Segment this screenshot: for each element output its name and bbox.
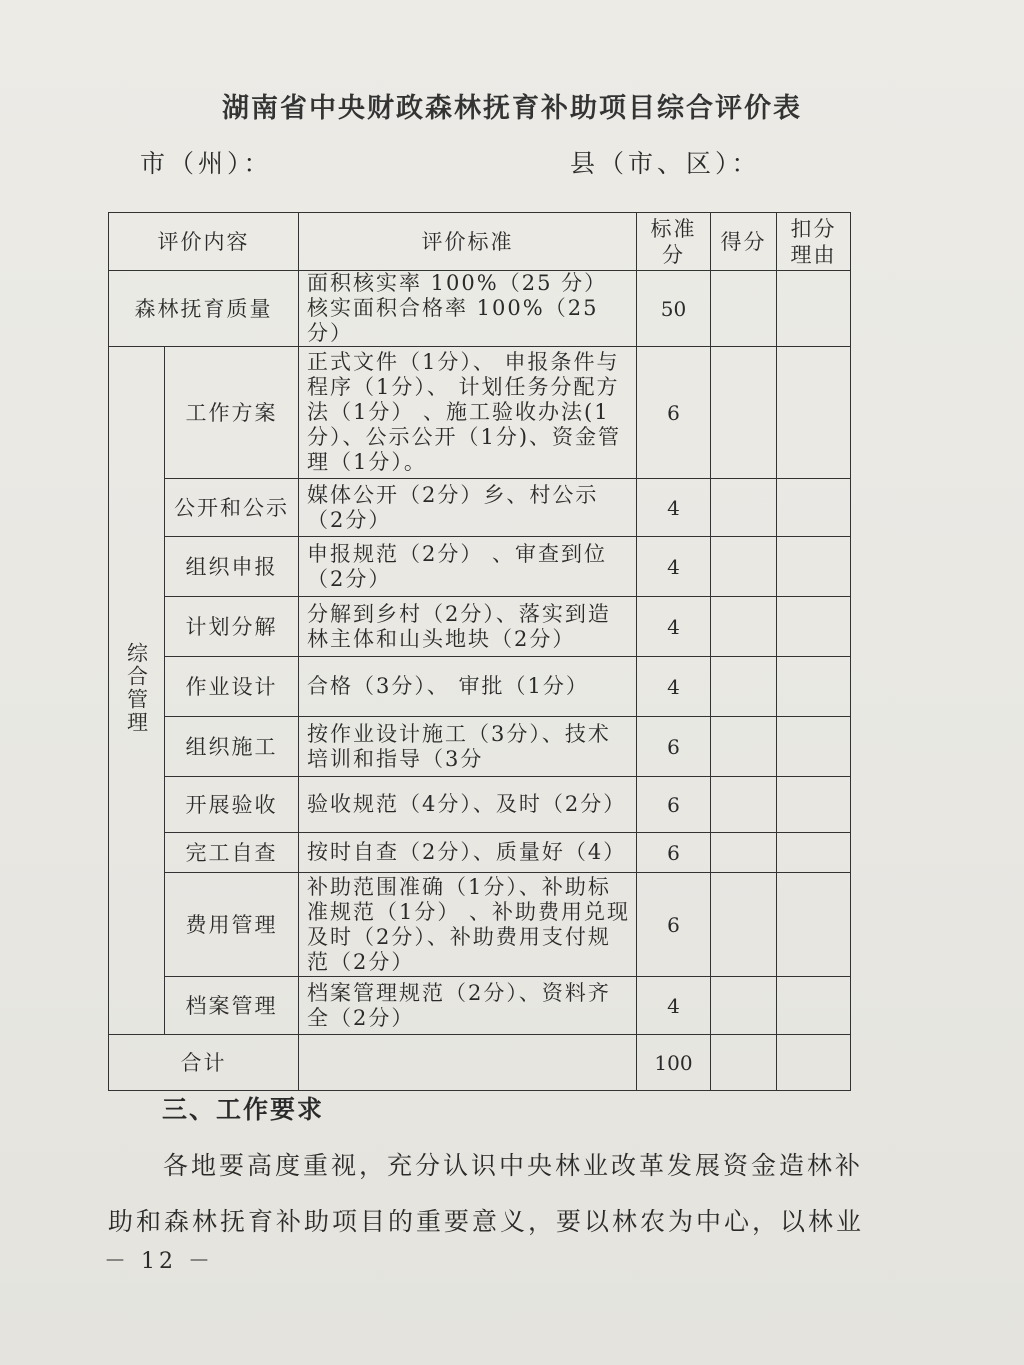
page-number: － 12 － (104, 1249, 214, 1274)
county-label: 县（市、区）： (570, 149, 761, 178)
row-standard: 验收规范（4分）、及时（2分） (299, 777, 637, 833)
row-deduct-cell (777, 657, 851, 717)
table-row (109, 873, 851, 977)
row-score: 4 (637, 537, 711, 597)
document-title: 湖南省中央财政森林抚育补助项目综合评价表 (222, 93, 802, 124)
row-deduct-cell (777, 873, 851, 977)
row-deduct-cell (777, 777, 851, 833)
row-standard: 分解到乡村（2分）、落实到造林主体和山头地块（2分） (299, 597, 637, 657)
row-got-cell (711, 597, 777, 657)
table-row (109, 537, 851, 597)
row-deduct-cell (777, 717, 851, 777)
row-item: 开展验收 (165, 777, 299, 833)
row-got-cell (711, 479, 777, 537)
quality-deduct-cell (777, 271, 851, 347)
row-score: 4 (637, 657, 711, 717)
table-header-row (109, 213, 851, 271)
row-score: 4 (637, 597, 711, 657)
row-got-cell (711, 657, 777, 717)
header-score-std: 标准分 (637, 213, 711, 271)
row-item: 组织申报 (165, 537, 299, 597)
row-item: 工作方案 (165, 347, 299, 479)
row-got-cell (711, 347, 777, 479)
header-standard: 评价标准 (299, 213, 637, 271)
table-row (109, 777, 851, 833)
table-row-total (109, 1035, 851, 1091)
row-got-cell (711, 873, 777, 977)
row-score: 6 (637, 777, 711, 833)
row-standard: 申报规范（2分） 、审查到位（2分） (299, 537, 637, 597)
row-score: 4 (637, 479, 711, 537)
row-got-cell (711, 777, 777, 833)
section-heading: 三、工作要求 (162, 1095, 325, 1124)
row-item: 组织施工 (165, 717, 299, 777)
quality-standard-line2: 核实面积合格率 100%（25 分） (307, 296, 599, 345)
city-label: 市（州）： (140, 149, 273, 178)
row-standard: 合格（3分）、 审批（1分） (299, 657, 637, 717)
header-score-got: 得分 (711, 213, 777, 271)
quality-label: 森林抚育质量 (109, 271, 299, 347)
row-item: 作业设计 (165, 657, 299, 717)
table-row (109, 479, 851, 537)
row-deduct-cell (777, 479, 851, 537)
row-standard: 媒体公开（2分）乡、村公示（2分） (299, 479, 637, 537)
row-score: 6 (637, 717, 711, 777)
table-row (109, 977, 851, 1035)
table-row (109, 597, 851, 657)
row-standard: 档案管理规范（2分）、资料齐全（2分） (299, 977, 637, 1035)
total-label: 合计 (109, 1035, 299, 1091)
group-label: 综合管理 (124, 641, 149, 734)
row-standard: 正式文件（1分）、 申报条件与程序（1分）、 计划任务分配方法（1分） 、施工验收办法(1分）、公示公开（1分)、资金管理（1分）。 (299, 347, 637, 479)
total-standard-cell (299, 1035, 637, 1091)
row-deduct-cell (777, 347, 851, 479)
table-row-quality (109, 271, 851, 347)
quality-got-cell (711, 271, 777, 347)
row-score: 6 (637, 873, 711, 977)
table-row (109, 347, 851, 479)
quality-standard-line1: 面积核实率 100%（25 分） (307, 271, 608, 295)
row-got-cell (711, 833, 777, 873)
table-row (109, 833, 851, 873)
row-item: 档案管理 (165, 977, 299, 1035)
evaluation-table (108, 212, 851, 1091)
header-deduct: 扣分理由 (777, 213, 851, 271)
row-standard: 按时自查（2分）、质量好（4） (299, 833, 637, 873)
row-got-cell (711, 537, 777, 597)
total-score: 100 (637, 1035, 711, 1091)
row-standard: 按作业设计施工（3分）、技术培训和指导（3分 (299, 717, 637, 777)
row-got-cell (711, 977, 777, 1035)
header-content: 评价内容 (109, 213, 299, 271)
row-item: 计划分解 (165, 597, 299, 657)
row-got-cell (711, 717, 777, 777)
row-deduct-cell (777, 977, 851, 1035)
row-item: 完工自查 (165, 833, 299, 873)
total-deduct-cell (777, 1035, 851, 1091)
row-standard: 补助范围准确（1分）、补助标准规范（1分） 、补助费用兑现及时（2分）、补助费用支付规范（2分） (299, 873, 637, 977)
row-deduct-cell (777, 537, 851, 597)
row-deduct-cell (777, 597, 851, 657)
row-score: 6 (637, 833, 711, 873)
row-score: 6 (637, 347, 711, 479)
table-row (109, 657, 851, 717)
row-score: 4 (637, 977, 711, 1035)
table-row (109, 717, 851, 777)
total-got-cell (711, 1035, 777, 1091)
quality-standard (299, 271, 637, 347)
section-paragraph: 各地要高度重视，充分认识中央林业改革发展资金造林补助和森林抚育补助项目的重要意义，要以林农为中心，以林业 (108, 1151, 865, 1236)
quality-score: 50 (637, 271, 711, 347)
row-item: 公开和公示 (165, 479, 299, 537)
group-label-cell (109, 347, 165, 1035)
row-item: 费用管理 (165, 873, 299, 977)
row-deduct-cell (777, 833, 851, 873)
